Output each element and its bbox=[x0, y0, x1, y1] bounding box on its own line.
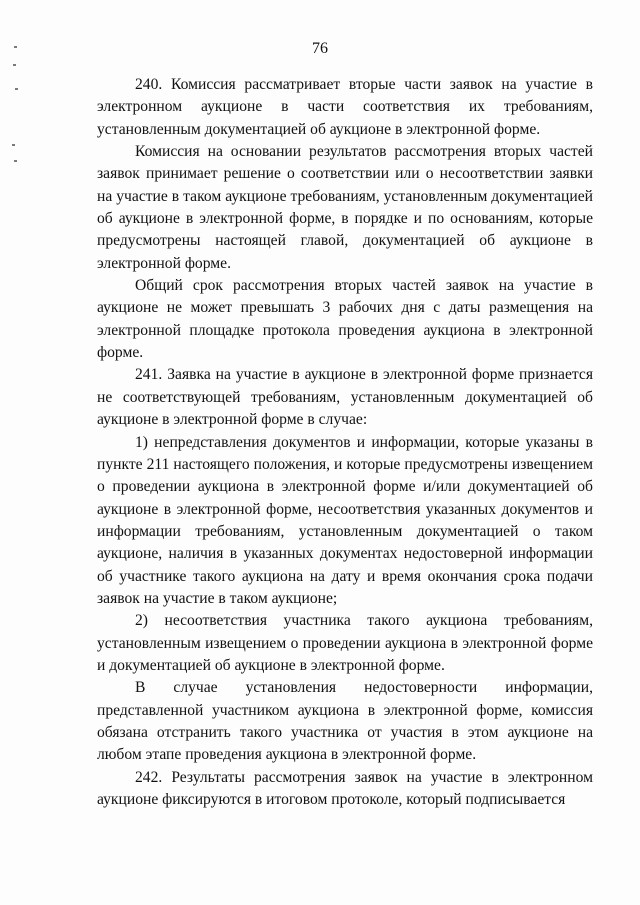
paragraph-review-term: Общий срок рассмотрения вторых частей заявок на участие в аукционе не может превышать 3 рабочих дня с даты размещения на электронной площадке протокола проведения аукциона в электронной форме. bbox=[97, 277, 593, 362]
paragraph-242: 242. Результаты рассмотрения заявок на участие в электронном аукционе фиксируются в итоговом протоколе, который подписывается bbox=[97, 768, 593, 808]
document-body bbox=[97, 74, 593, 811]
page-number: 76 bbox=[312, 40, 328, 57]
paragraph-unreliable-info: В случае установления недостоверности информации, представленной участником аукциона в электронной форме, комиссия обязана отстранить такого участника от участия в этом аукционе на любом этапе проведения аукциона в электронной форме. bbox=[97, 679, 593, 764]
paragraph-commission-decision: Комиссия на основании результатов рассмотрения вторых частей заявок принимает решение о соответствии или о несоответствии заявки на участие в таком аукционе требованиям, установленным документацией об аукционе в электронной форме, в порядке и по основаниям, которые предусмотрены настоящей главой, документацией об аукционе в электронной форме. bbox=[97, 143, 593, 272]
list-item-2: 2) несоответствия участника такого аукциона требованиям, установленным извещением о проведении аукциона в электронной форме и документацией об аукционе в электронной форме. bbox=[97, 612, 593, 674]
paragraph-240: 240. Комиссия рассматривает вторые части заявок на участие в электронном аукционе в части соответствия их требованиям, установленным документацией об аукционе в электронной форме. bbox=[97, 76, 593, 138]
list-item-1: 1) непредставления документов и информации, которые указаны в пункте 211 настоящего положения, и которые предусмотрены извещением о проведении аукциона в электронной форме и/или документацией об аукционе в электронной форме, несоответствия указанных документов и информации требованиям, установленным документацией о таком аукционе, наличия в указанных документах недостоверной информации об участнике такого аукциона на дату и время окончания срока подачи заявок на участие в таком аукционе; bbox=[97, 433, 593, 607]
paragraph-241: 241. Заявка на участие в аукционе в электронной форме признается не соответствующей требованиям, установленным документацией об аукционе в электронной форме в случае: bbox=[97, 366, 593, 429]
scan-artifact-marks bbox=[6, 40, 24, 180]
